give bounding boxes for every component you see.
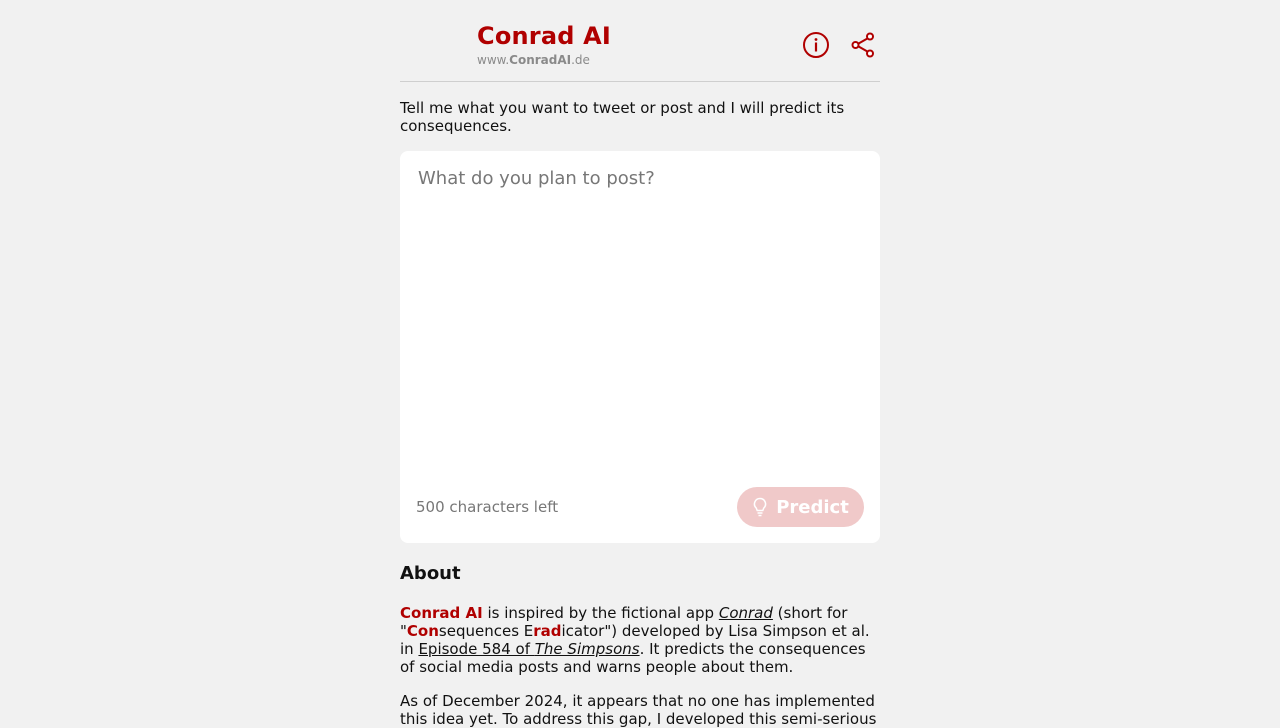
app-url: [477, 53, 590, 67]
url-bold: ConradAI: [509, 53, 572, 67]
conrad-app-link[interactable]: Conrad: [718, 604, 773, 622]
p1-text-1: is inspired by the fictional app: [482, 604, 719, 622]
about-heading: About: [400, 563, 461, 584]
p1-text-4: icator") developed by Lisa Simpson et al. in: [400, 622, 870, 658]
predict-label: Predict: [776, 496, 849, 518]
url-suffix: .de: [571, 53, 590, 67]
predict-button[interactable]: [737, 487, 864, 527]
p1-text-5: . It predicts the consequences of social media posts and warns people about them.: [400, 640, 866, 676]
composer-card: [400, 151, 880, 543]
about-paragraph-1: [400, 604, 880, 676]
header: [400, 0, 880, 82]
share-button[interactable]: [848, 30, 878, 60]
info-button[interactable]: [801, 30, 831, 60]
acronym-con: Con: [406, 622, 439, 640]
simpsons-episode-link[interactable]: Episode 584 of The Simpsons: [418, 640, 640, 658]
acronym-rad: rad: [533, 622, 562, 640]
app-title[interactable]: Conrad AI: [477, 22, 612, 50]
lightbulb-icon: [752, 497, 768, 517]
page: [400, 0, 880, 728]
about-paragraph-2: As of December 2024, it appears that no one has implemented this idea yet. To address this gap, I developed this semi-serious: [400, 692, 877, 728]
p1-text-2: (short for ": [400, 604, 848, 640]
post-input[interactable]: [400, 151, 880, 471]
url-prefix: www.: [477, 53, 510, 67]
intro-text: Tell me what you want to tweet or post and I will predict its consequences.: [400, 99, 845, 135]
info-circle-icon: [802, 31, 830, 59]
p1-text-3: sequences E: [438, 622, 534, 640]
brand-name: Conrad AI: [400, 604, 483, 622]
share-icon: [849, 31, 877, 59]
characters-left: 500 characters left: [416, 498, 559, 516]
